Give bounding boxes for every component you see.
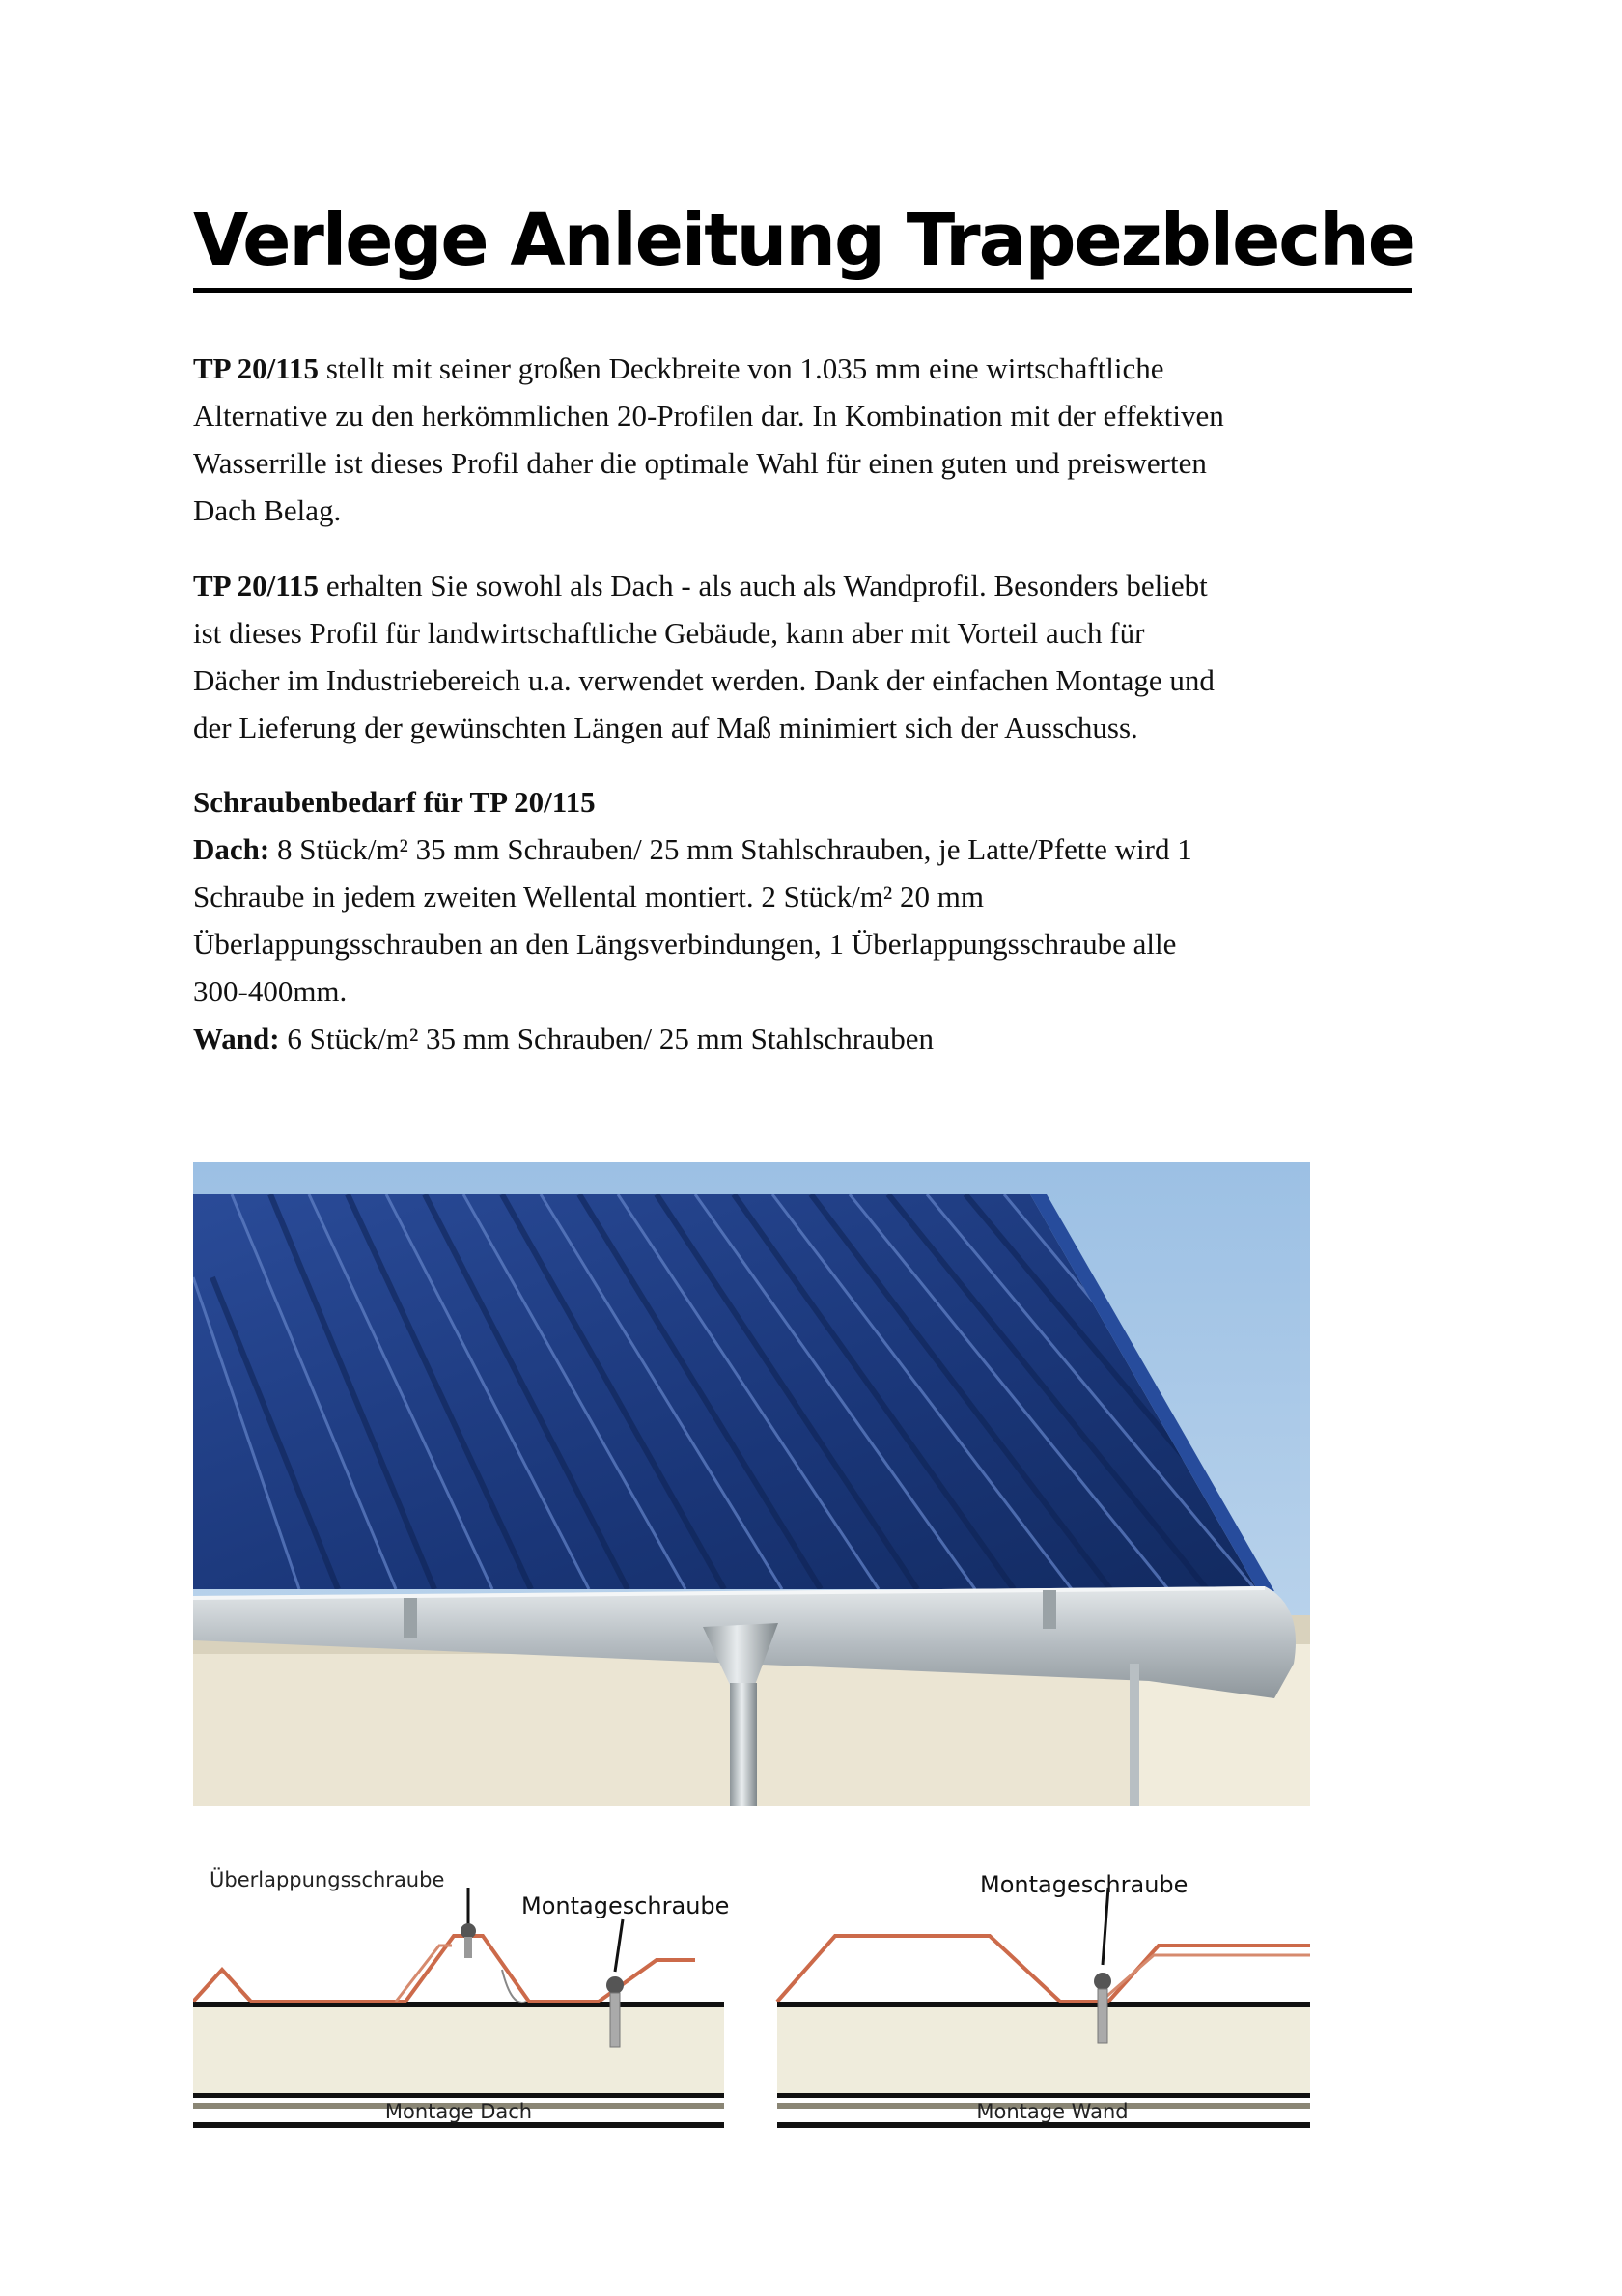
roof-screws-line: Schraube in jedem zweiten Wellental montiert. 2 Stück/m² 20 mm [193, 880, 984, 913]
side-pipe [1130, 1664, 1139, 1806]
downpipe [730, 1683, 757, 1806]
roof-label: Dach: [193, 832, 270, 866]
wall-insulation [777, 2004, 1310, 2093]
roof-mount-screw-label: Montageschraube [521, 1892, 730, 1919]
paragraph-line: Dächer im Industriebereich u.a. verwendet werden. Dank der einfachen Montage und [193, 663, 1215, 697]
product-name: TP 20/115 [193, 569, 320, 602]
overlap-curl [502, 1970, 526, 2002]
overlap-screw-label: Überlappungsschraube [210, 1868, 445, 1891]
wall-caption: Montage Wand [976, 2100, 1129, 2123]
wall-sheet-profile [777, 1936, 1310, 2002]
page-title: Verlege Anleitung Trapezbleche [193, 199, 1414, 282]
roof-lower-line [193, 2093, 724, 2098]
roof-screws-line: 300-400mm. [193, 974, 348, 1008]
mount-pointer [615, 1919, 623, 1972]
usage-paragraph [193, 562, 1448, 751]
wall-mount-screw-icon [1094, 1973, 1111, 1990]
mounting-diagram [193, 1815, 1310, 2143]
paragraph-line [193, 562, 1448, 609]
wall-label: Wand: [193, 1022, 280, 1055]
roof-photo [193, 1162, 1310, 1806]
title-underline [193, 288, 1412, 293]
intro-paragraph [193, 345, 1448, 534]
roof-caption: Montage Dach [384, 2100, 533, 2123]
roof-mounting-diagram [193, 1867, 729, 2128]
paragraph-text: stellt mit seiner großen Deckbreite von 1.035 mm eine wirtschaftliche [319, 351, 1164, 385]
wall-upper-line [777, 2002, 1310, 2007]
roof-screws-line: Überlappungsschrauben an den Längsverbindungen, 1 Überlappungsschraube alle [193, 927, 1177, 961]
wall-screws-line [193, 1015, 1448, 1062]
paragraph-line: Wasserrille ist dieses Profil daher die optimale Wahl für einen guten und preiswerten [193, 446, 1207, 480]
wall-lower-line [777, 2093, 1310, 2098]
product-name: TP 20/115 [193, 351, 320, 385]
paragraph-line: der Lieferung der gewünschten Längen auf Maß minimiert sich der Ausschuss. [193, 711, 1138, 744]
screw-heading-text: Schraubenbedarf für TP 20/115 [193, 785, 596, 819]
mount-screw-icon [606, 1976, 624, 1994]
wall-overlap-profile [1101, 1955, 1310, 2002]
wall-mounting-diagram [777, 1871, 1310, 2128]
wall-screws-text: 6 Stück/m² 35 mm Schrauben/ 25 mm Stahlschrauben [279, 1022, 935, 1055]
paragraph-line [193, 345, 1448, 392]
roof-screws-line [193, 826, 1448, 873]
wall-mount-screw-shaft [1098, 1989, 1107, 2043]
paragraph-line: Alternative zu den herkömmlichen 20-Profilen dar. In Kombination mit der effektiven [193, 399, 1224, 433]
overlap-screw-shaft [464, 1937, 472, 1958]
screw-heading [193, 778, 1448, 826]
paragraph-line: Dach Belag. [193, 493, 342, 527]
gutter-bracket [1043, 1590, 1056, 1629]
paragraph-text: erhalten Sie sowohl als Dach - als auch als Wandprofil. Besonders beliebt [319, 569, 1208, 602]
gutter-bracket [404, 1598, 417, 1638]
mount-screw-shaft [610, 1993, 620, 2047]
roof-insulation [193, 2004, 724, 2093]
screw-requirements [193, 778, 1448, 1062]
roof-screws-text: 8 Stück/m² 35 mm Schrauben/ 25 mm Stahlschrauben, je Latte/Pfette wird 1 [269, 832, 1192, 866]
wall-mount-pointer [1103, 1888, 1108, 1965]
paragraph-line: ist dieses Profil für landwirtschaftliche Gebäude, kann aber mit Vorteil auch für [193, 616, 1145, 650]
wall-mount-screw-label: Montageschraube [980, 1871, 1189, 1898]
overlap-screw-icon [461, 1923, 476, 1939]
